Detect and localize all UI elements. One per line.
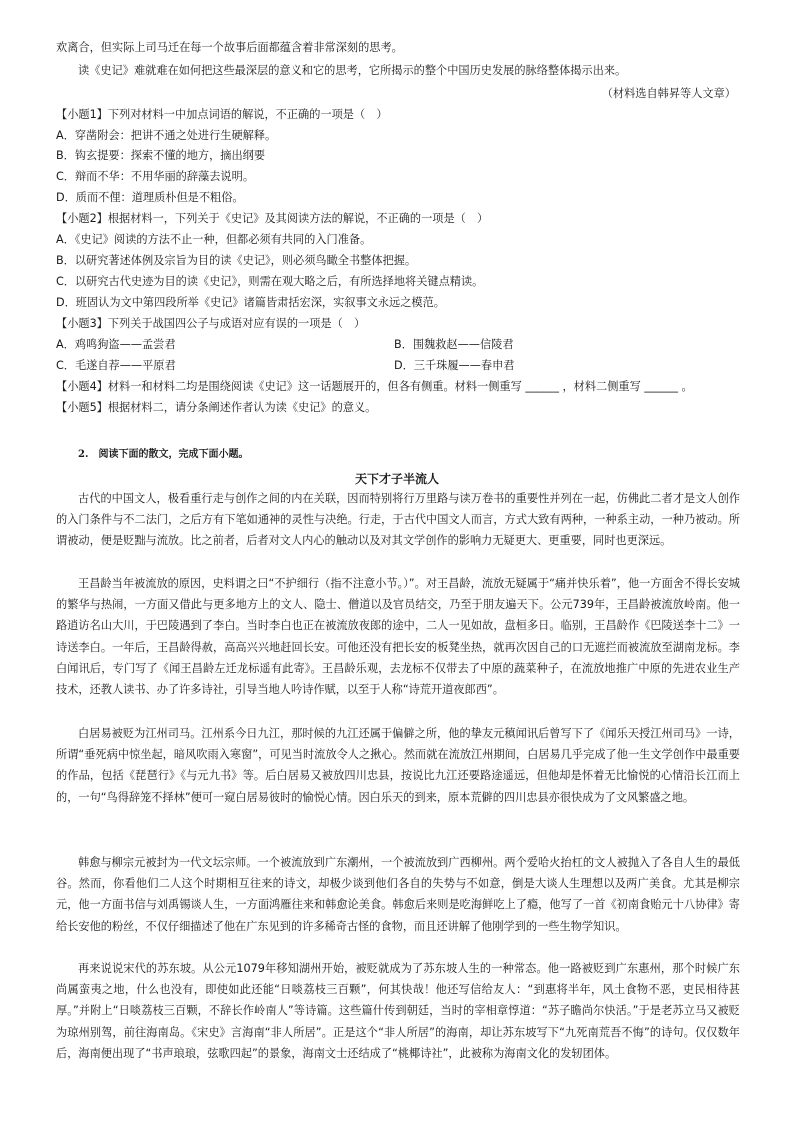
essay-paragraph: 古代的中国文人，极看重行走与创作之间的内在关联，因而特别将行万里路与读万卷书的重要性并列在一起，仿佛此二者才是文人创作的入门条件与不二法门，之后方有下笔如通神的灵性与决绝。行走，于古代中国文人而言，方式大致有两种，一种系主动，一种乃被动。所谓被动，便是贬黜与流放。比之前者，后者对文人内心的触动以及对其文学创作的影响力无疑更大、更重要，同时也更深远。 [56,492,740,548]
q1-stem: 【小题1】下列对材料一中加点词语的解说，不正确的一项是（ ） [56,108,388,121]
essay-title: 天下才子半流人 [354,472,439,486]
q3-option-a: A．鸡鸣狗盗——孟尝君 [56,338,176,351]
intro-line-1: 欢离合，但实际上司马迁在每一个故事后面都蕴含着非常深刻的思考。 [56,41,403,54]
essay-paragraph: 王昌龄当年被流放的原因，史料谓之曰“不护细行（指不注意小节。）”。对王昌龄，流放无疑属于“痛并快乐着”，他一方面舍不得长安城的繁华与热闹，一方面又借此与更多地方上的文人、隐士、僧道以及官员结交，乃至于朋友遍天下。公元739年，王昌龄被流放岭南。他一路逍访名山大川，于巴陵遇到了李白。当时李白也正在被流放夜郎的途中，二人一见如故，盘桓多日。临别，王昌龄作《巴陵送李十二》一诗送李白。一年后，王昌龄得赦，高高兴兴地赶回长安。可他还没有把长安的板凳坐热，就再次因自己的口无遮拦而被流放至湖南龙标。李白闻讯后，专门写了《闻王昌龄左迁龙标遥有此寄》。王昌龄乐观，去龙标不仅带去了中原的蔬菜种子，在流放地推广中原的先进农业生产技术，还教人读书、办了许多诗社，引导当地人吟诗作赋，以至于人称“诗荒开道夜郎西”。 [56,577,740,697]
section-heading: 2. 阅读下面的散文，完成下面小题。 [78,449,249,460]
q1-option-b: B．钩玄提要：探索不懂的地方，摘出纲要 [56,149,266,162]
q3-option-d: D．三千珠履——春申君 [394,359,515,372]
q1-option-c: C．辩而不华：不用华丽的辞藻去说明。 [56,170,255,183]
q3-option-b: B．围魏救赵——信陵君 [394,338,514,351]
q3-option-c: C．毛遂自荐——平原君 [56,359,176,372]
q2-option-d: D．班固认为文中第四段所举《史记》诸篇皆肃括宏深，实叙事文永远之模范。 [56,296,445,309]
essay-paragraph: 白居易被贬为江州司马。江州系今日九江，那时候的九江还属于偏僻之所，他的挚友元稹闻讯后曾写下了《闻乐天授江州司马》一诗，所谓“垂死病中惊坐起，暗风吹雨入寒窗”，可见当时流放令人之揪心。然而就在流放江州期间，白居易几乎完成了他一生文学创作中最重要的作品，包括《琵琶行》《与元九书》等。后白居易又被放四川忠县，按说比九江还要路途遥远，但他却是怀着无比愉悦的心情沿长江而上的，一句“鸟得辞笼不择林”便可一窥白居易彼时的愉悦心情。因白乐天的到来，原本荒僻的四川忠县亦很快成为了文风繁盛之地。 [56,727,740,804]
source-note: （材料选自韩昇等人文章） [601,87,736,100]
q2-option-a: A．《史记》阅读的方法不止一种，但都必须有共同的入门准备。 [56,233,372,246]
q2-stem: 【小题2】根据材料一，下列关于《史记》及其阅读方法的解说，不正确的一项是（ ） [56,212,489,225]
intro-line-2: 读《史记》难就难在如何把这些最深层的意义和它的思考，它所揭示的整个中国历史发展的脉络整体揭示出来。 [78,64,627,77]
q1-option-a: A．穿凿附会：把讲不通之处进行生硬解释。 [56,129,277,142]
essay-paragraph: 再来说说宋代的苏东坡。从公元1079年移知湖州开始，被贬就成为了苏东坡人生的一种常态。他一路被贬到广东惠州，那个时候广东尚属蛮夷之地，什么也没有，即使如此还能“日啖荔枝三百颗”，何其快哉！他还写信给友人：“到惠将半年，风土食物不恶，吏民相待甚厚。”并附上“日啖荔枝三百颗，不辞长作岭南人”等诗篇。这些篇什传到朝廷，当时的宰相章惇道：“苏子瞻尚尔快活。”于是老苏立马又被贬为琼州别驾，前往海南岛。《宋史》言海南“非人所居”。正是这个“非人所居”的海南，却让苏东坡写下“九死南荒吾不悔”的诗句。仅仅数年后，海南便出现了“书声琅琅，弦歌四起”的景象，海南文士还结成了“桃椰诗社”，此被称为海南文化的发轫团体。 [56,962,740,1060]
essay-paragraph: 韩愈与柳宗元被封为一代文坛宗师。一个被流放到广东潮州，一个被流放到广西柳州。两个爱哈火抬杠的文人被抛入了各自人生的最低谷。然而，你看他们二人这个时期相互往来的诗文，却极少谈到他们各自的失势与不如意，倒是大谈人生理想以及两广美食。尤其是柳宗元，他一方面书信与刘禹锡谈人生，一方面鸿雁往来和韩愈论美食。韩愈后来则是吃海鲜吃上了瘾，他写了一首《初南食贻元十八协律》寄给长安他的粉丝，不仅仔细描述了他在广东见到的许多稀奇古怪的食物，而且还讲解了他刚学到的一些生物学知识。 [56,856,740,933]
q1-option-d: D．质而不俚：道理质朴但是不粗俗。 [56,191,244,204]
q2-option-c: C．以研究古代史迹为目的读《史记》，则需在观大略之后，有所选择地将关键点精读。 [56,275,484,288]
q2-option-b: B．以研究著述体例及宗旨为目的读《史记》，则必须鸟瞰全书整体把握。 [56,254,417,267]
q4-stem: 【小题4】材料一和材料二均是围绕阅读《史记》这一话题展开的，但各有侧重。材料一侧重写 ______ ，材料二侧重写 ______ 。 [56,380,693,393]
q5-stem: 【小题5】根据材料二，请分条阐述作者认为读《史记》的意义。 [56,401,377,414]
q3-stem: 【小题3】下列关于战国四公子与成语对应有误的一项是（ ） [56,317,366,330]
